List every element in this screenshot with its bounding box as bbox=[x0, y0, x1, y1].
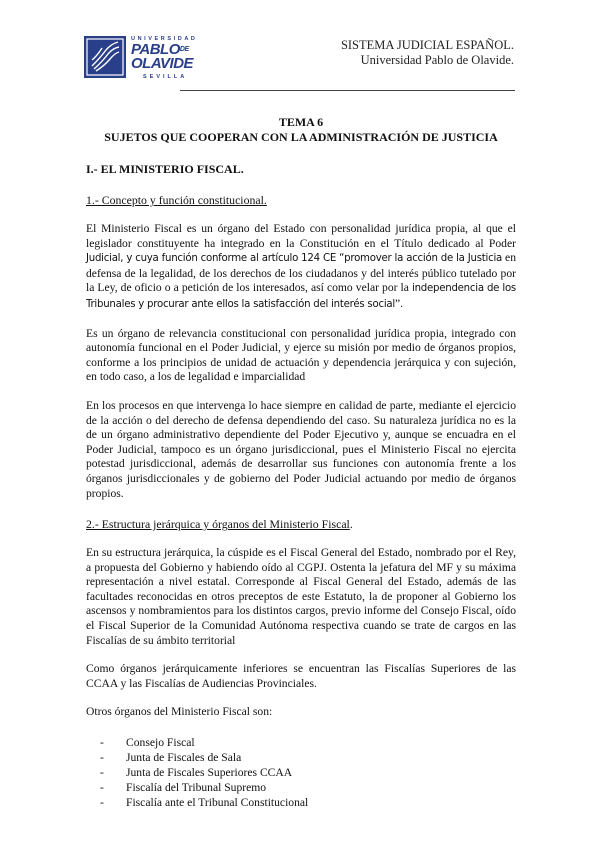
logo-name-line1: $PABLO^{DE}$ bbox=[131, 41, 189, 58]
logo-name-line2: OLAVIDE bbox=[131, 55, 194, 72]
organs-list bbox=[86, 735, 516, 810]
paragraph-4: En su estructura jerárquica, la cúspide es el Fiscal General del Estado, nombrado por el Rey, a propuesta del Gobierno y habiendo oído al CGPJ. Ostenta la jefatura del MF y su máxima representación a nivel estatal. Corresponde al Fiscal General del Estado, además de las facultades reconocidas en otros preceptos de este Estatuto, la de proponer al Gobierno los ascensos y nombramientos para los distintos cargos, previo informe del Consejo Fiscal, oído el Fiscal Superior de la Comunidad Autónoma respectiva cuando se trate de cargos en las Fiscalías de su ámbito territorial bbox=[86, 546, 516, 647]
paragraph-3: En los procesos en que intervenga lo hace siempre en calidad de parte, mediante el ejercicio de la acción o del derecho de defensa dependiendo del caso. Su naturaleza jurídica no es la de un órgano administrativo dependiente del Poder Ejecutivo y, aunque se encuadra en el Poder Judicial, tampoco es un órgano jurisdiccional, pues el Ministerio Fiscal no ejercita potestad jurisdiccional, además de desarrollar sus funciones con autonomía frente a los órganos jurisdiccionales y de gobierno del Poder Judicial actuando por medio de órganos propios. bbox=[86, 398, 516, 500]
header-university: Universidad Pablo de Olavide. bbox=[360, 53, 514, 67]
paragraph-6: Otros órganos del Ministerio Fiscal son: bbox=[86, 705, 273, 719]
list-item: - Junta de Fiscales de Sala bbox=[100, 751, 242, 765]
subsection-heading-1: 1.- Concepto y función constitucional. bbox=[86, 193, 267, 207]
paragraph-5: Como órganos jerárquicamente inferiores se encuentran las Fiscalías Superiores de las CCAA y las Fiscalías de Audiencias Provinciales. bbox=[86, 662, 516, 690]
list-item: - Fiscalía del Tribunal Supremo bbox=[100, 781, 267, 795]
logo-university-text: UNIVERSIDAD bbox=[131, 36, 198, 42]
list-item: - Fiscalía ante el Tribunal Constitucional bbox=[100, 796, 309, 810]
topic-number: TEMA 6 bbox=[278, 115, 324, 129]
paragraph-2: Es un órgano de relevancia constitucional con personalidad jurídica propia, integrado con autonomía funcional en el Poder Judicial, y ejerce su misión por medio de órganos propios, conforme a los principios de unidad de actuación y dependencia jerárquica y con sujeción, en todo caso, a los de legalidad e imparcialidad bbox=[86, 326, 516, 384]
subsection-heading-2: 2.- Estructura jerárquica y órganos del Ministerio Fiscal. bbox=[86, 517, 353, 532]
header-course-title: SISTEMA JUDICIAL ESPAÑOL. bbox=[340, 38, 514, 52]
section-heading: I.- EL MINISTERIO FISCAL. bbox=[86, 162, 244, 176]
paragraph-1: El Ministerio Fiscal es un órgano del Estado con personalidad jurídica propia, al que el legislador constituyente ha integrado en la Constitución en el Título dedicado al Poder Judicial, y cuya función conforme al artículo 124 CE “promover la acción de la Justicia en defensa de la legalidad, de los derechos de los ciudadanos y del interés público tutelado por la Ley, de oficio o a petición de los interesados, así como velar por la independencia de los Tribunales y procurar ante ellos la satisfacción del interés social”. bbox=[86, 222, 516, 310]
logo-city-text: SEVILLA bbox=[143, 74, 188, 80]
document-body bbox=[86, 115, 516, 810]
header-divider bbox=[180, 90, 515, 91]
list-item: - Consejo Fiscal bbox=[100, 736, 195, 750]
university-logo bbox=[84, 36, 210, 84]
document-title: SUJETOS QUE COOPERAN CON LA ADMINISTRACIÓN DE JUSTICIA bbox=[104, 130, 498, 144]
list-item: - Junta de Fiscales Superiores CCAA bbox=[100, 766, 293, 780]
university-seal-icon bbox=[84, 36, 126, 78]
